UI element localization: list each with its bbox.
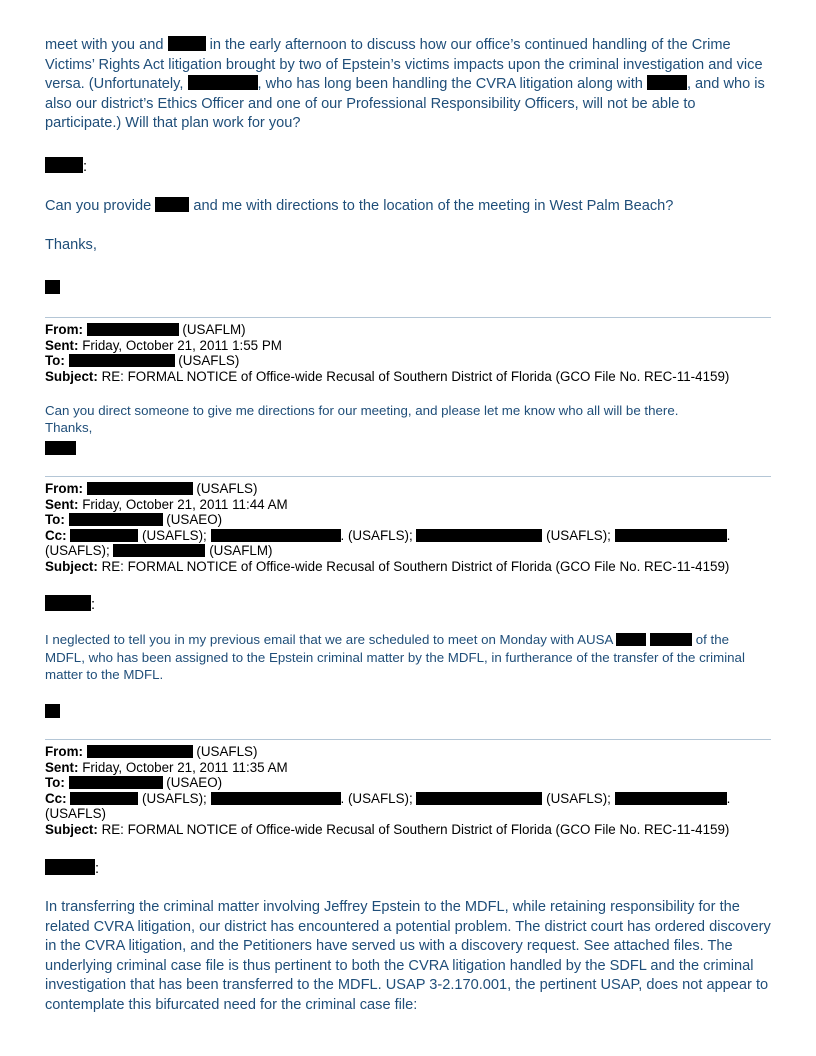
redaction	[45, 441, 76, 455]
redaction	[69, 354, 175, 367]
from-line	[45, 322, 775, 338]
redaction	[87, 482, 193, 495]
redaction	[70, 792, 138, 805]
text: :	[83, 159, 88, 175]
label: Subject:	[45, 558, 98, 574]
email-header	[45, 322, 775, 384]
text: and me with directions to the location of the meeting in West Palm Beach?	[193, 198, 674, 214]
redaction	[70, 529, 138, 542]
salutation	[45, 157, 775, 178]
label: Cc:	[45, 527, 67, 543]
text: (USAFLS);	[546, 790, 611, 806]
text: .	[726, 527, 731, 543]
sent-line	[45, 760, 775, 776]
redaction	[69, 776, 163, 789]
redaction	[211, 529, 341, 542]
redaction	[650, 633, 692, 646]
label: From:	[45, 744, 83, 759]
text: in the early afternoon to discuss how our office’s continued handling of the Crime Victims’ Rights Act litigation brought by two of Epstein’s victims impacts upon the criminal investigation and vice versa. (Unfortunately,	[45, 37, 763, 92]
body-paragraph	[45, 197, 775, 217]
label: To:	[45, 353, 65, 369]
text: (USAFLS);	[546, 527, 611, 543]
label: Subject:	[45, 821, 98, 837]
text: :	[95, 861, 100, 877]
from-line	[45, 744, 775, 760]
text: (USAFLS)	[178, 353, 240, 369]
text: (USAFLS)	[45, 806, 107, 822]
label: To:	[45, 512, 65, 528]
cc-line	[45, 791, 775, 807]
label: To:	[45, 775, 65, 791]
text: Friday, October 21, 2011 1:55 PM	[82, 337, 282, 353]
subject-line	[45, 822, 775, 838]
label: From:	[45, 481, 83, 496]
text: (USAEO)	[166, 512, 223, 528]
redaction	[155, 197, 189, 212]
to-line	[45, 353, 775, 369]
closing: Thanks,	[45, 237, 97, 253]
text: (USAFLS);	[45, 543, 110, 559]
to-line	[45, 775, 775, 791]
text: (USAEO)	[166, 775, 223, 791]
text: .	[726, 790, 731, 806]
redaction	[87, 323, 179, 336]
label: Sent:	[45, 759, 79, 775]
email-header	[45, 481, 775, 575]
sent-line	[45, 497, 775, 513]
redaction	[45, 595, 91, 611]
redaction	[188, 75, 258, 90]
cc-line-cont	[45, 806, 775, 822]
text: Friday, October 21, 2011 11:35 AM	[82, 759, 288, 775]
text: Can you provide	[45, 198, 152, 214]
label: Sent:	[45, 337, 79, 353]
text: (USAFLS)	[196, 744, 258, 759]
redaction	[211, 792, 341, 805]
text: RE: FORMAL NOTICE of Office-wide Recusal of Southern District of Florida (GCO File No. REC-11-4159)	[101, 368, 730, 384]
email-header	[45, 744, 775, 838]
redaction	[113, 544, 205, 557]
redaction	[45, 859, 95, 875]
email-body: Can you direct someone to give me directions for our meeting, and please let me know who all will be there.	[45, 403, 679, 418]
redaction	[616, 633, 646, 646]
email-body: Thanks,	[45, 420, 93, 435]
text: (USAFLM)	[182, 322, 246, 337]
text: , who has long been handling the CVRA litigation along with	[257, 76, 643, 92]
text: :	[91, 597, 96, 613]
redaction	[45, 280, 60, 294]
cc-line	[45, 528, 775, 544]
text: meet with you and	[45, 37, 164, 53]
text: (USAFLS);	[142, 527, 207, 543]
redaction	[647, 75, 687, 90]
label: Sent:	[45, 496, 79, 512]
body-paragraph	[45, 36, 775, 134]
redaction	[69, 513, 163, 526]
redaction	[615, 529, 727, 542]
label: Cc:	[45, 790, 67, 806]
redaction	[45, 157, 83, 173]
from-line	[45, 481, 775, 497]
redaction	[416, 792, 542, 805]
redaction	[87, 745, 193, 758]
text: (USAFLS);	[142, 790, 207, 806]
salutation	[45, 859, 775, 880]
text: , and who is also our district’s Ethics Officer and one of our Professional Responsibility Officers, will not be able to participate.) Will that plan work for you?	[45, 76, 765, 131]
sent-line	[45, 338, 775, 354]
divider	[45, 739, 771, 740]
redaction	[615, 792, 727, 805]
subject-line	[45, 369, 775, 385]
text: RE: FORMAL NOTICE of Office-wide Recusal of Southern District of Florida (GCO File No. REC-11-4159)	[101, 558, 730, 574]
subject-line	[45, 559, 775, 575]
text: . (USAFLS);	[340, 527, 413, 543]
label: From:	[45, 322, 83, 337]
email-body: In transferring the criminal matter involving Jeffrey Epstein to the MDFL, while retaining responsibility for the related CVRA litigation, our district has encountered a potential problem. The district court has ordered discovery in the CVRA litigation, and the Petitioners have served us with a discovery request. See attached files. The underlying criminal case file is thus pertinent to both the CVRA litigation handled by the SDFL and the criminal investigation that has been transferred to the MDFL. USAP 3-2.170.001, the pertinent USAP, does not appear to contemplate this bifurcated need for the criminal case file:	[45, 899, 771, 1013]
text: (USAFLS)	[196, 481, 258, 496]
divider	[45, 476, 771, 477]
email-body	[45, 631, 771, 684]
text: of the MDFL, who has been assigned to the Epstein criminal matter by the MDFL, in furtherance of the transfer of the criminal matter to the MDFL.	[45, 632, 745, 682]
label: Subject:	[45, 368, 98, 384]
text: I neglected to tell you in my previous email that we are scheduled to meet on Monday with AUSA	[45, 632, 613, 647]
redaction	[168, 36, 206, 51]
text: . (USAFLS);	[340, 790, 413, 806]
divider	[45, 317, 771, 318]
to-line	[45, 512, 775, 528]
text: (USAFLM)	[209, 543, 273, 559]
text: Friday, October 21, 2011 11:44 AM	[82, 496, 288, 512]
salutation	[45, 595, 775, 616]
redaction	[416, 529, 542, 542]
text: RE: FORMAL NOTICE of Office-wide Recusal of Southern District of Florida (GCO File No. REC-11-4159)	[101, 821, 730, 837]
redaction	[45, 704, 60, 718]
cc-line-cont	[45, 543, 775, 559]
